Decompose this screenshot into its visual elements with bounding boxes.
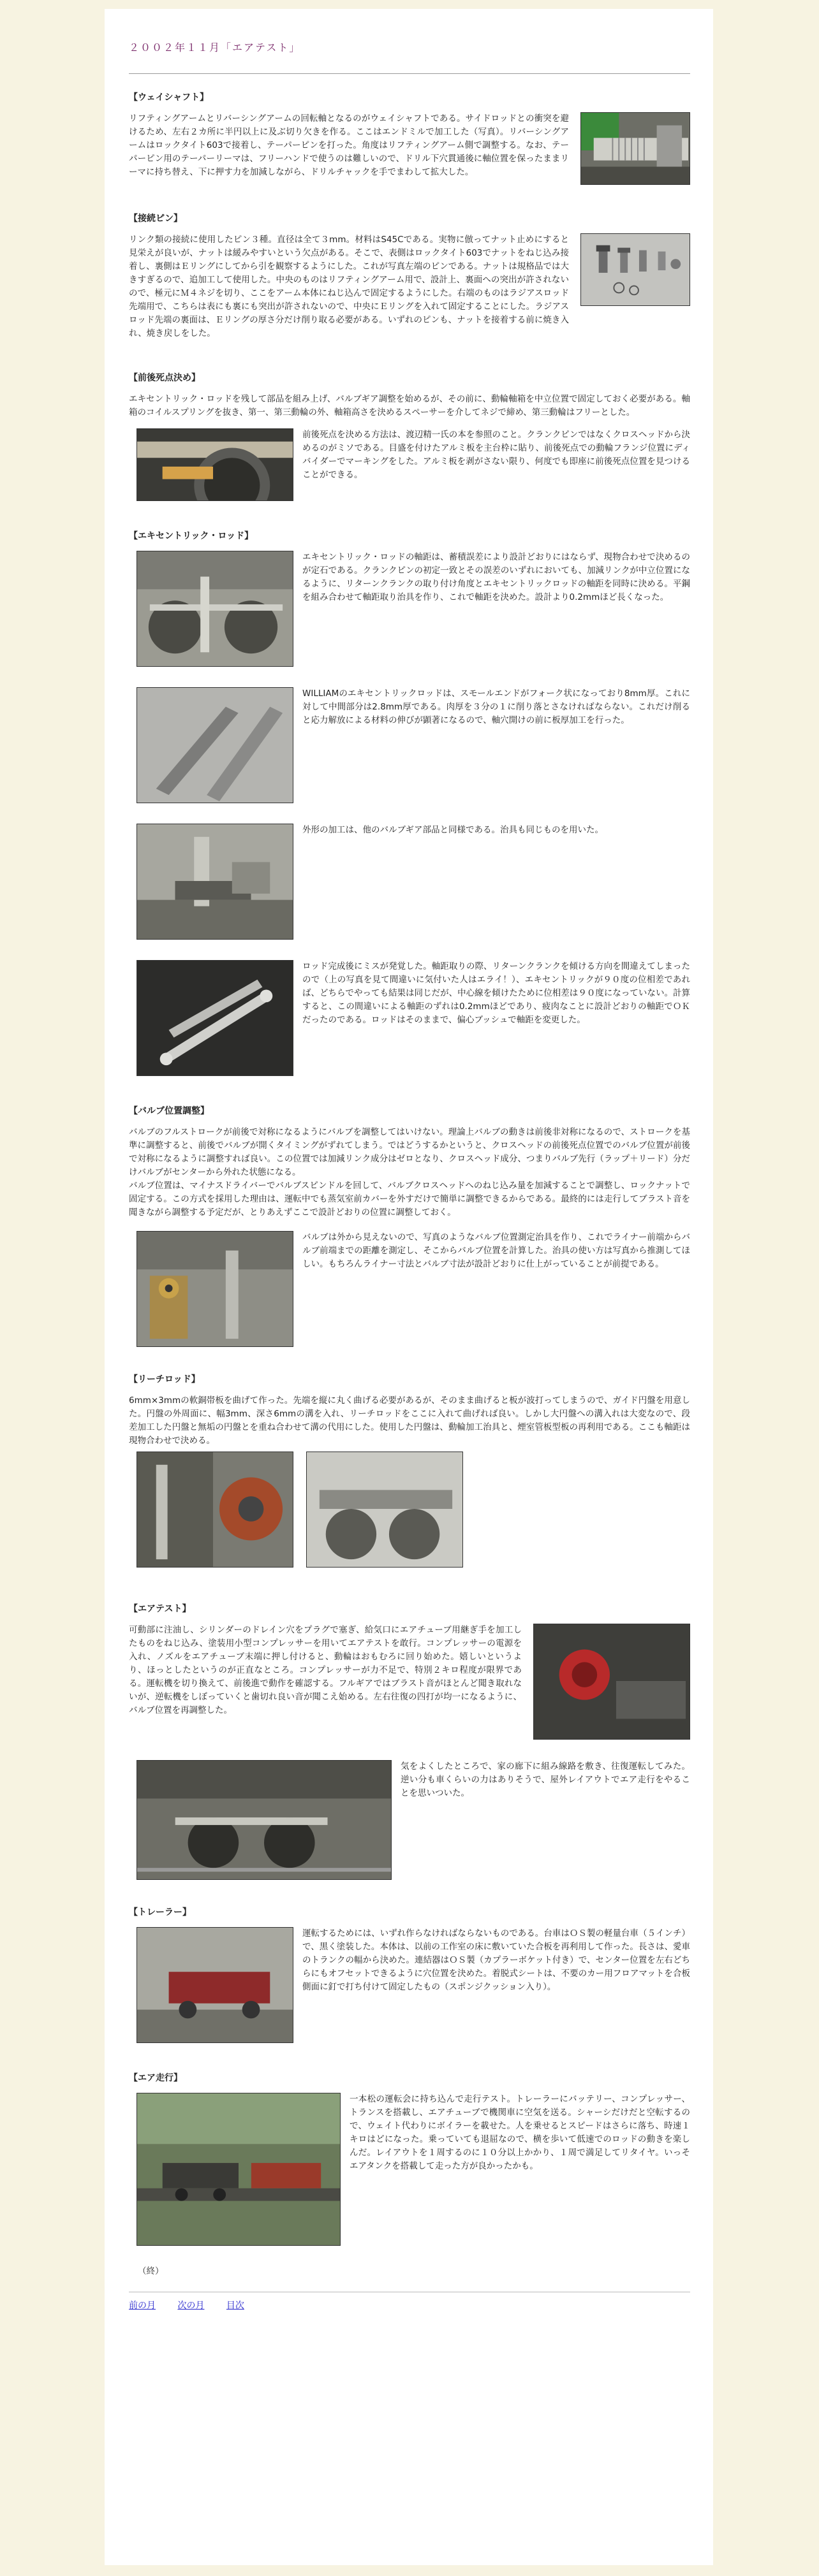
joint-pin-text: リンク類の接続に使用したピン３種。直径は全て３mm。材料はS45Cである。実物に倣ってナット止めにすると見栄えが良いが、ナットは緩みやすいという欠点がある。そこで、表側はロックタイト603でナットをねじ込み接着し、裏側はＥリングにしてから引を観察するようにした。これが写真左端のピンである。ナットは規格品では大きすぎるので、追加工して使用した。中央のものはリフティングアーム用で、設計上、裏面への突出が許されないので、極元にＭ４ネジを切り、ここをアーム本体にねじ込んで固定するようにした。右端のものはラジアスロッド先端用で、こちらは表にも裏にも突出が許されないので、中央にＥリングを入れて固定することにした。ラジアスロッド先端の裏面は、Ｅリングの厚さ分だけ削り取る必要がある。いずれのピンも、ナットを接着する前に焼き入れ、焼き戻しをした。 bbox=[129, 235, 569, 338]
dead-center-row bbox=[136, 428, 690, 501]
eccentric-rod-row-4 bbox=[136, 960, 690, 1076]
eccentric-rod-text-1: エキセントリック・ロッドの軸距は、蓄積誤差により設計どおりにはならず、現物合わせで決めるのが定石である。クランクピンの初定一致とその誤差のいずれにおいても、加減リンクが中立位置になるように、リターンクランクの取り付け角度とエキセントリックロッドの軸距を同時に決める。平鋼を組み合わせて軸距取り治具を作り、これで軸距を決めた。設計より0.2mmほど長くなった。 bbox=[302, 552, 690, 602]
next-month-link[interactable]: 次の月 bbox=[177, 2301, 205, 2311]
index-link[interactable]: 目次 bbox=[226, 2301, 244, 2311]
eccentric-rod-photo-3 bbox=[136, 824, 293, 940]
end-mark: （終） bbox=[138, 2266, 164, 2276]
air-test-row-1 bbox=[129, 1624, 690, 1740]
reach-rod-text: 6mm×3mmの軟銅帯板を曲げて作った。先端を縦に丸く曲げる必要があるが、そのまま曲げると板が波打ってしまうので、ガイド円盤を用意した。円盤の外周面に、幅3mm、深さ6mmの溝を入れ、リーチロッドをここに入れて曲げれば良い。しかし大円盤への溝入れは大変なので、段差加工した円盤と無垢の円盤とを重ね合わせて溝の代用にした。使用した円盤は、動輪加工治具と、煙室管板型板の再利用である。ここも軸距は現物合わせで決める。 bbox=[129, 1395, 690, 1446]
dead-center-photo-text: 前後死点を決める方法は、渡辺精一氏の本を参照のこと。クランクピンではなくクロスヘッドから決めるのがミソである。目盛を付けたアルミ板を主台枠に貼り、前後死点での動輪フランジ位置にディバイダーでマーキングをした。アルミ板を剥がさない限り、何度でも即座に前後死点位置を見つけることができる。 bbox=[302, 430, 690, 480]
valve-position-photo bbox=[136, 1231, 293, 1347]
dead-center-text: エキセントリック・ロッドを残して部品を組み上げ、バルブギア調整を始めるが、その前に、動輪軸箱を中立位置で固定しておく必要がある。軸箱のコイルスプリングを抜き、第一、第三動輪の外、軸箱高さを決めるスペーサーを介してネジで締め、第三動輪はフリーとした。 bbox=[129, 394, 690, 418]
valve-position-row bbox=[136, 1231, 690, 1347]
eccentric-rod-text-3: 外形の加工は、他のバルブギア部品と同様である。治具も同じものを用いた。 bbox=[302, 825, 603, 835]
eccentric-rod-row-3 bbox=[136, 824, 690, 940]
reach-rod-photo-2 bbox=[306, 1452, 463, 1568]
reach-rod-photo-row bbox=[136, 1452, 690, 1568]
trailer-photo bbox=[136, 1927, 293, 2043]
section-heading-joint-pin: 【接続ピン】 bbox=[129, 214, 182, 224]
prev-month-link[interactable]: 前の月 bbox=[129, 2301, 156, 2311]
eccentric-rod-row-2 bbox=[136, 687, 690, 803]
title-divider bbox=[129, 73, 690, 74]
air-test-text-2: 気をよくしたところで、家の廊下に組み線路を敷き、往復運転してみた。逆い分も車くらいの力はありそうで、屋外レイアウトでエア走行をやることを思いついた。 bbox=[401, 1761, 690, 1798]
page-container bbox=[105, 9, 713, 2565]
reach-rod-photo-1 bbox=[136, 1452, 293, 1568]
air-run-text: 一本松の運転会に持ち込んで走行テスト。トレーラーにバッテリー、コンプレッサー、トランスを搭載し、エアチューブで機関車に空気を送る。シャーシだけだと空転するので、ウェイト代わりにボイラーを載せた。人を乗せるとスピードはさらに落ち、時速１キロはどになった。乗っていても退屈なので、横を歩いて低速でのロッドの動きを楽しんだ。レイアウトを１周するのに１０分以上かかり、１周で満足してリタイヤ。いっそエアタンクを搭載して走った方が良かったかも。 bbox=[350, 2094, 690, 2171]
weigh-shaft-photo bbox=[580, 112, 690, 185]
joint-pin-row bbox=[129, 233, 690, 340]
section-heading-trailer: 【トレーラー】 bbox=[129, 1907, 191, 1917]
section-heading-reach-rod: 【リーチロッド】 bbox=[129, 1374, 200, 1385]
air-test-text-1: 可動部に注油し、シリンダーのドレイン穴をプラグで塞ぎ、給気口にエアチューブ用継ぎ手を加工したものをねじ込み、塗装用小型コンプレッサーを用いてエアテストを敢行。コンプレッサーの電源を入れ、ノズルをエアチューブ末端に押し付けると、動輪はおもむろに回り始めた。嬉しいというより、ほっとしたというのが正直なところ。コンプレッサーが力不足で、特別２キロ程度が限界である。運転機を切り換えて、前後進で動作を確認する。フルギアではブラスト音がほとんど聞き取れないが、逆転機をしぼっていくと歯切れ良い音が聞こえ始める。左右往復の四打が均一になるように、バルブ位置を再調整した。 bbox=[129, 1625, 522, 1715]
eccentric-rod-text-4: ロッド完成後にミスが発覚した。軸距取りの際、リターンクランクを傾ける方向を間違えてしまったので（上の写真を見て間違いに気付いた人はエライ！）、エキセントリックが９０度の位相差であれば、どちらでやっても結果は同じだが、中心線を傾けたために位相差は９０度になっていない。計算すると、この間違いによる軸距のずれは0.2mmほどであり、疲肉なことに設計どおりの軸距でＯＫだったのである。ロッドはそのままで、偏心ブッシュで軸距を変更した。 bbox=[302, 961, 690, 1025]
section-heading-air-run: 【エア走行】 bbox=[129, 2073, 182, 2083]
valve-position-text: バルブのフルストロークが前後で対称になるようにバルブを調整してはいけない。理論上バルブの動きは前後非対称になるので、ストロークを基準に調整すると、前後でバルブが開くタイミングがずれてしまう。ではどうするかというと、クロスヘッドの前後死点位置でのバルブ位置が前後で対称になるように調整すれば良い。この位置では加減リンク成分はゼロとなり、クロスヘッド成分、つまりバルブ先行（ラップ＋リード）分だけバルブがセンターから外れた状態になる。 バルブ位置は、マイナスドライバーでバルブスピンドルを回して、バルブクロスヘッドへのねじ込み量を加減することで調整し、ロックナットで固定する。この方式を採用した理由は、運転中でも蒸気室前カバーを外すだけで簡単に調整できるからである。最終的には走行してブラスト音を聞きながら調整する予定だが、とりあえずここで設計どおりの位置に調整しておく。 bbox=[129, 1127, 690, 1218]
section-heading-valve-position: 【バルブ位置調整】 bbox=[129, 1106, 209, 1116]
footer-nav bbox=[129, 2299, 690, 2311]
joint-pin-photo bbox=[580, 233, 690, 306]
weigh-shaft-text: リフティングアームとリバーシングアームの回転軸となるのがウェイシャフトである。サイドロッドとの衝突を避けるため、左右２カ所に半円以上に及ぶ切り欠きを作る。ここはエンドミルで加工した（写真）。リバーシングアームはロックタイト603で接着し、テーパーピンを打った。角度はリフティングアーム側で調整する。なお、テーパーピン用のテーパーリーマは、フリーハンドで使うのは難しいので、ドリル下穴貫通後に軸位置を保ったままリーマに持ち替え、下に押す力を加減しながら、ドリルチャックを手でまわして拡大した。 bbox=[129, 113, 569, 177]
section-heading-eccentric-rod: 【エキセントリック・ロッド】 bbox=[129, 531, 254, 541]
air-test-photo-2 bbox=[136, 1760, 392, 1880]
trailer-row bbox=[136, 1927, 690, 2043]
page-title: ２００２年１１月「エアテスト」 bbox=[129, 41, 301, 54]
trailer-text: 運転するためには、いずれ作らなければならないものである。台車はＯＳ製の軽量台車（５インチ）で、黒く塗装した。本体は、以前の工作室の床に敷いていた合板を再利用して作った。長さは、愛車のトランクの幅から決めた。連結器はＯＳ製（カプラーボケット付き）で、センター位置を左右どちらにもオフセットできるように穴位置を決めた。着脱式シートは、不要のカー用フロアマットを合板側面に釘で打ち付けて固定したもの（スポンジクッション入り）。 bbox=[302, 1928, 690, 1992]
eccentric-rod-photo-4 bbox=[136, 960, 293, 1076]
eccentric-rod-photo-1 bbox=[136, 551, 293, 667]
weigh-shaft-row bbox=[129, 112, 690, 185]
section-heading-air-test: 【エアテスト】 bbox=[129, 1604, 191, 1614]
section-heading-weigh-shaft: 【ウェイシャフト】 bbox=[129, 92, 209, 103]
air-test-row-2 bbox=[136, 1760, 690, 1880]
air-run-photo bbox=[136, 2093, 341, 2246]
valve-position-photo-text: バルブは外から見えないので、写真のようなバルブ位置測定治具を作り、これでライナー前端からバルブ前端までの距離を測定し、そこからバルブ位置を計算した。治具の使い方は写真から推測してほしい。もちろんライナー寸法とバルブ寸法が設計どおりに仕上がっていることが前提である。 bbox=[302, 1232, 690, 1269]
dead-center-photo bbox=[136, 428, 293, 501]
eccentric-rod-photo-2 bbox=[136, 687, 293, 803]
eccentric-rod-text-2: WILLIAMのエキセントリックロッドは、スモールエンドがフォーク状になっており8mm厚。これに対して中間部分は2.8mm厚である。肉厚を３分の１に削り落とさなければならない。これだけ削ると応力解放による材料の伸びが顕著になるので、軸穴開けの前に板厚加工を行った。 bbox=[302, 688, 690, 725]
air-test-photo-1 bbox=[533, 1624, 690, 1740]
section-heading-dead-center: 【前後死点決め】 bbox=[129, 373, 200, 383]
eccentric-rod-row-1 bbox=[136, 551, 690, 667]
air-run-row bbox=[136, 2093, 690, 2246]
